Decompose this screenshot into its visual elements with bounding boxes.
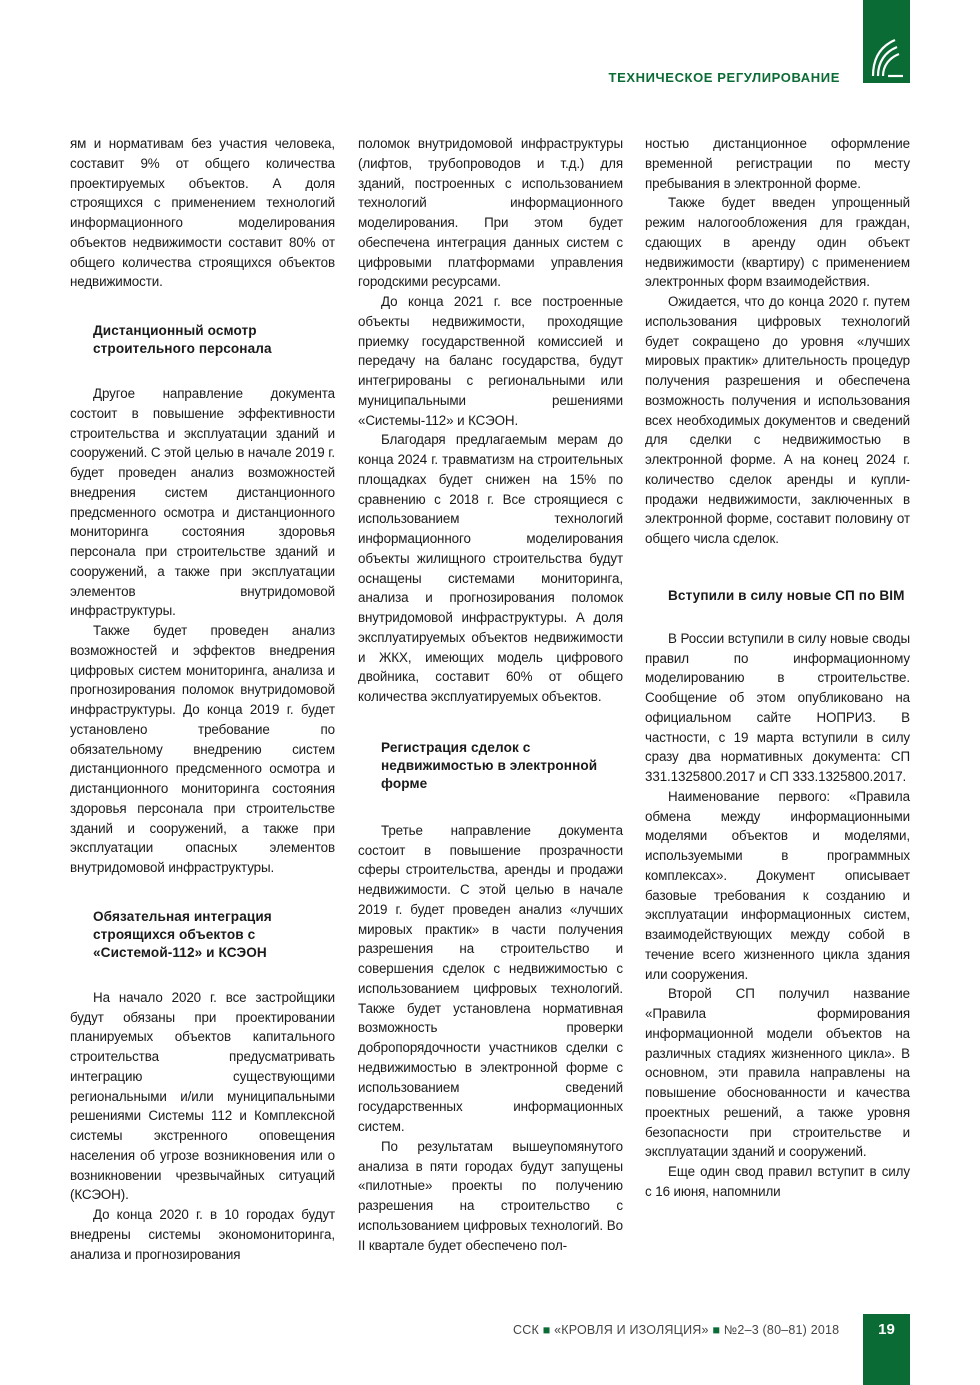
paragraph: поломок внутридомовой инфраструктуры (лифтов, трубопроводов и т.д.) для зданий, построенных с использованием технологий информационного моделирования. При этом будет обеспечена интеграция данных систем с цифровыми платформами управления городскими ресурсами. bbox=[358, 136, 623, 290]
bullet-icon: ■ bbox=[712, 1323, 721, 1337]
paragraph: По результатам вышеупомянутого анализа в пяти городах будут запущены «пилотные» проекты по получению разрешения на строительство с использованием цифровых технологий. Во II квартале будет обеспечено пол- bbox=[358, 1138, 623, 1253]
section-title: ТЕХНИЧЕСКОЕ РЕГУЛИРОВАНИЕ bbox=[608, 70, 840, 85]
section-heading bbox=[70, 322, 335, 358]
heading-text: Обязательная интеграция строящихся объектов с «Системой-112» и КСЭОН bbox=[93, 908, 272, 960]
paragraph: ностью дистанционное оформление временной регистрации по месту пребывания в электронной форме. bbox=[645, 136, 910, 191]
column-1 bbox=[70, 134, 335, 1264]
paragraph: Еще один свод правил вступит в силу с 16 июня, напомнили bbox=[645, 1164, 910, 1199]
footer-publisher: ССК bbox=[513, 1323, 539, 1337]
section-heading bbox=[70, 908, 335, 962]
column-2 bbox=[358, 134, 623, 1255]
paragraph: Наименование первого: «Правила обмена между информационными моделями объектов и моделями, используемыми в программных комплексах». Документ описывает базовые требования к созданию и эксплуатации информационных систем, взаимодействующих между собой в течение всего жизненного цикла здания или сооружения. bbox=[645, 788, 910, 982]
paragraph: ям и нормативам без участия человека, составит 9% от общего количества проектируемых объектов. А доля строящихся с применением технологий информационного моделирования объектов недвижимости составит 80% от общего количества строящихся объектов недвижимости. bbox=[70, 136, 335, 290]
column-3 bbox=[645, 134, 910, 1202]
paragraph: Также будет проведен анализ возможностей и эффектов внедрения цифровых систем мониторинга, анализа и прогнозирования поломок внутридомовой инфраструктуры. До конца 2019 г. будет установлено требование по обязательному внедрению систем дистанционного предсменного осмотра и дистанционного мониторинга состояния здоровья персонала при строительстве зданий и сооружений, а также при эксплуатации опасных элементов внутридомовой инфраструктуры. bbox=[70, 623, 335, 875]
footer-magazine: «КРОВЛЯ И ИЗОЛЯЦИЯ» bbox=[554, 1323, 709, 1337]
paragraph: Второй СП получил название «Правила формирования информационной модели объектов на различных стадиях жизненного цикла». В основном, эти правила направлены на повышение обоснованности и качества проектных решений, а также уровня безопасности при строительстве и эксплуатации зданий и сооружений. bbox=[645, 986, 910, 1160]
page-number-tab bbox=[863, 1314, 910, 1385]
paragraph: До конца 2020 г. в 10 городах будут внедрены системы экономониторинга, анализа и прогнозирования bbox=[70, 1207, 335, 1262]
heading-text: Дистанционный осмотр строительного персонала bbox=[93, 323, 272, 356]
bullet-icon: ■ bbox=[542, 1323, 551, 1337]
heading-text: Регистрация сделок с недвижимостью в электронной форме bbox=[381, 739, 598, 791]
section-heading bbox=[645, 587, 910, 605]
header-logo-tab bbox=[863, 0, 910, 83]
paragraph: Благодаря предлагаемым мерам до конца 2024 г. травматизм на строительных площадках будет снижен на 15% по сравнению с 2018 г. Все строящиеся с использованием технологий информационного моделирования объекты жилищного строительства будут оснащены системами мониторинга, анализа и прогнозирования поломок внутридомовой инфраструктуры. А доля эксплуатируемых объектов недвижимости и ЖКХ, имеющих модель цифрового двойника, составит 60% от общего количества эксплуатируемых объектов. bbox=[358, 432, 623, 704]
section-heading bbox=[358, 739, 623, 793]
heading-text: Вступили в силу новые СП по BIM bbox=[668, 587, 905, 603]
footer-citation bbox=[513, 1323, 839, 1337]
paragraph: Третье направление документа состоит в повышение прозрачности сферы строительства, аренды и продажи недвижимости. С этой целью в начале 2019 г. будет проведен анализ «лучших мировых практик» в части получения разрешения на строительство и совершения сделок с недвижимостью с использованием цифровых технологий. Также будет установлена нормативная возможность проверки добропорядочности участников сделки с недвижимостью в электронной форме с использованием сведений государственных информационных систем. bbox=[358, 822, 623, 1134]
footer-issue: №2–3 (80–81) 2018 bbox=[723, 1323, 840, 1337]
paragraph: В России вступили в силу новые своды правил по информационному моделированию в строительстве. Сообщение об этом опубликовано на официальном сайте НОПРИЗ. В частности, с 19 марта вступили в силу сразу два нормативных документа: СП 331.1325800.2017 и СП 333.1325800.2017. bbox=[645, 630, 910, 784]
page-number: 19 bbox=[878, 1321, 895, 1338]
paragraph: Другое направление документа состоит в повышение эффективности строительства и эксплуатации зданий и сооружений. С этой целью в начале 2019 г. будет проведен анализ возможностей внедрения систем дистанционного предсменного осмотра и дистанционного мониторинга состояния здоровья персонала при строительстве зданий и сооружений, а также при эксплуатации элементов внутридомовой инфраструктуры. bbox=[70, 386, 335, 619]
paragraph: Ожидается, что до конца 2020 г. путем использования цифровых технологий будет сокращено до уровня «лучших мировых практик» длительность процедур получения разрешения и обеспечена возможность получения и использования всех необходимых документов и сведений для сделки с недвижимостью в электронной форме. А на конец 2024 г. количество сделок аренды и купли-продажи недвижимости, заключенных в электронной форме, составит половину от общего числа сделок. bbox=[645, 294, 910, 546]
ssk-logo-icon bbox=[869, 36, 905, 80]
paragraph: Также будет введен упрощенный режим налогообложения для граждан, сдающих в аренду один объект недвижимости (квартиру) с применением электронных форм взаимодействия. bbox=[645, 195, 910, 290]
paragraph: На начало 2020 г. все застройщики будут обязаны при проектировании планируемых объектов капитального строительства предусматривать интеграцию существующими региональными и/или муниципальными решениями Системы 112 и Комплексной системы экстренного оповещения населения об угрозе возникновения или о возникновении чрезвычайных ситуаций (КСЭОН). bbox=[70, 989, 335, 1203]
paragraph: До конца 2021 г. все построенные объекты недвижимости, проходящие приемку государственной комиссией и передачу на баланс государства, будут интегрированы с региональными или муниципальными решениями «Системы-112» и КСЭОН. bbox=[358, 294, 623, 428]
